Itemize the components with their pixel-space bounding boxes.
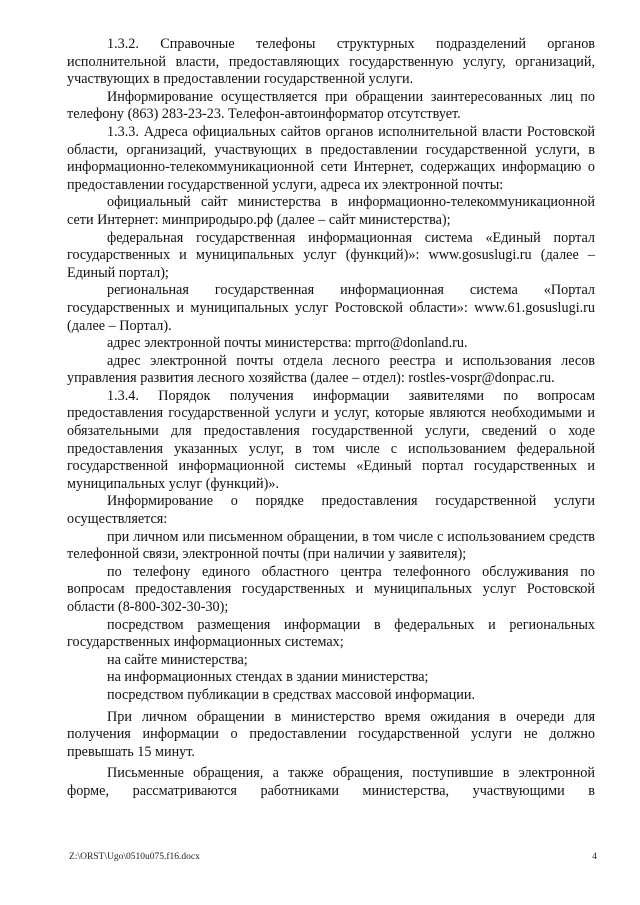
paragraph-informing-intro: Информирование о порядке предоставления государственной услуги осуществляется: bbox=[67, 493, 595, 528]
paragraph-written-requests: Письменные обращения, а также обращения, поступившие в электронной форме, рассматриваются работниками министерства, участвующими в bbox=[67, 765, 595, 799]
paragraph-1-3-4: 1.3.4. Порядок получения информации заявителями по вопросам предоставления государственной услуги и услуг, которые являются необходимыми и обязательными для предоставления государственной услуги, сведений о ходе предоставления указанных услуг, в том числе с использованием федеральной государственной информационной системы «Единый портал государственных и муниципальных услуг (функций)». bbox=[67, 387, 595, 492]
paragraph-info-stands: на информационных стендах в здании министерства; bbox=[107, 669, 429, 686]
paragraph-info-systems: посредством размещения информации в федеральных и региональных государственных информационных системах; bbox=[67, 616, 595, 651]
paragraph-federal-portal: федеральная государственная информационная система «Единый портал государственных и муниципальных услуг (функций)»: www.gosuslugi.ru (далее – Единый портал); bbox=[67, 229, 595, 281]
paragraph-on-site: на сайте министерства; bbox=[107, 651, 248, 668]
file-path: Z:\ORST\Ugo\0510u075.f16.docx bbox=[69, 852, 200, 862]
paragraph-ministry-site: официальный сайт министерства в информационно-телекоммуникационной сети Интернет: минприродыро.рф (далее – сайт министерства); bbox=[67, 194, 595, 228]
paragraph-ministry-email: адрес электронной почты министерства: mprro@donland.ru. bbox=[107, 335, 468, 352]
paragraph-regional-portal: региональная государственная информационная система «Портал государственных и муниципальных услуг Ростовской области»: www.61.gosuslugi.ru (далее – Портал). bbox=[67, 282, 595, 334]
page-number: 4 bbox=[592, 852, 597, 862]
paragraph-1-3-2: 1.3.2. Справочные телефоны структурных подразделений органов исполнительной власти, предоставляющих государственную услугу, организаций, участвующих в предоставлении государственной услуги. bbox=[67, 36, 595, 88]
document-body bbox=[67, 36, 595, 801]
paragraph-1-3-3: 1.3.3. Адреса официальных сайтов органов исполнительной власти Ростовской области, организаций, участвующих в предоставлении государственной услуги, в информационно-телекоммуникационной сети Интернет, содержащих информацию о предоставлении государственной услуги, адреса их электронной почты: bbox=[67, 123, 595, 193]
paragraph-department-email: адрес электронной почты отдела лесного реестра и использования лесов управления развития лесного хозяйства (далее – отдел): rostles-vospr@donpac.ru. bbox=[67, 352, 595, 387]
paragraph-personal-request: при личном или письменном обращении, в том числе с использованием средств телефонной связи, электронной почты (при наличии у заявителя); bbox=[67, 528, 595, 563]
paragraph-mass-media: посредством публикации в средствах массовой информации. bbox=[107, 686, 476, 703]
paragraph-call-center: по телефону единого областного центра телефонного обслуживания по вопросам предоставления государственных и муниципальных услуг Ростовской области (8-800-302-30-30); bbox=[67, 563, 595, 615]
paragraph-waiting-time: При личном обращении в министерство время ожидания в очереди для получения информации о предоставлении государственной услуги не должно превышать 15 минут. bbox=[67, 708, 595, 760]
paragraph-phone-info: Информирование осуществляется при обращении заинтересованных лиц по телефону (863) 283-23-23. Телефон-автоинформатор отсутствует. bbox=[67, 88, 595, 123]
